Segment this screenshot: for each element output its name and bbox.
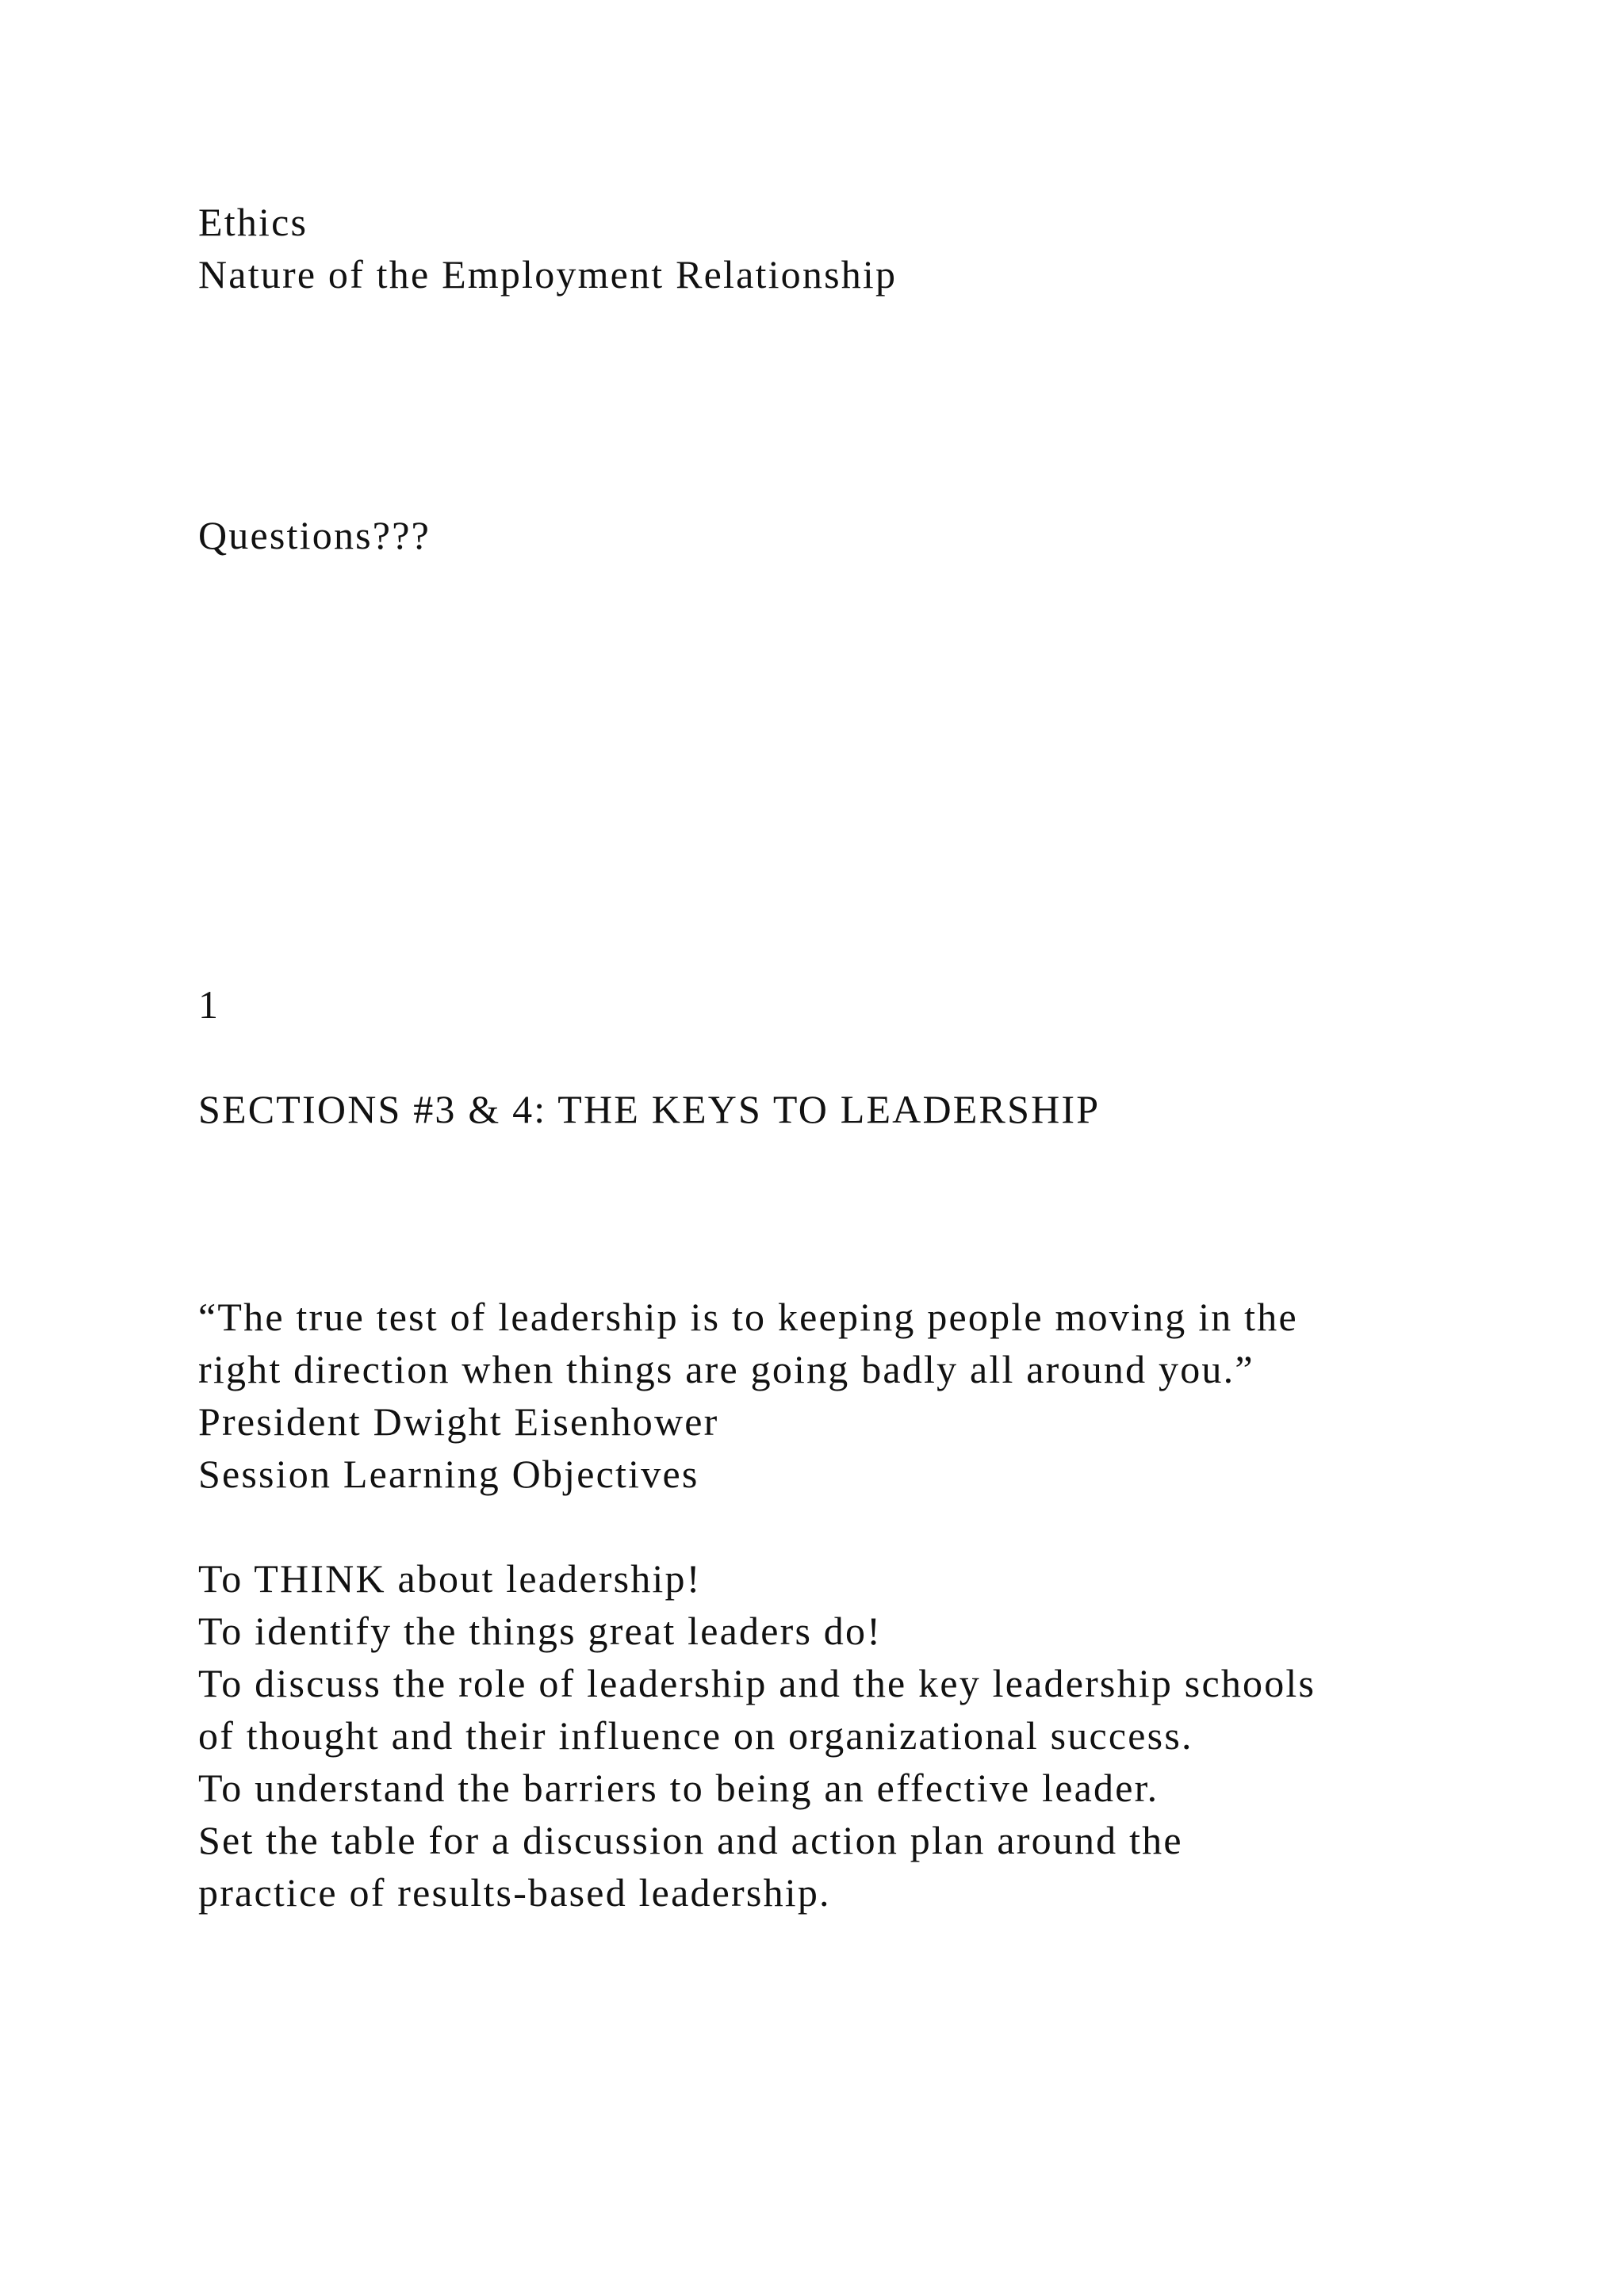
objective-line: To discuss the role of leadership and the key leadership schools	[198, 1661, 1316, 1705]
document-subtitle: Nature of the Employment Relationship	[198, 252, 898, 297]
document-title: Ethics	[198, 200, 308, 244]
questions-text: Questions???	[198, 513, 431, 557]
objectives-heading: Session Learning Objectives	[198, 1452, 699, 1496]
quote-line: right direction when things are going badly all around you.”	[198, 1347, 1254, 1391]
objective-line: To identify the things great leaders do!	[198, 1609, 883, 1653]
section-heading: SECTIONS #3 & 4: THE KEYS TO LEADERSHIP	[198, 1087, 1101, 1131]
objective-line: of thought and their influence on organizational success.	[198, 1713, 1193, 1758]
slide-number: 1	[198, 982, 220, 1027]
objective-line: practice of results-based leadership.	[198, 1870, 831, 1915]
quote-author: President Dwight Eisenhower	[198, 1399, 719, 1444]
objective-line: To THINK about leadership!	[198, 1556, 702, 1601]
objective-line: Set the table for a discussion and action plan around the	[198, 1818, 1183, 1862]
objective-line: To understand the barriers to being an effective leader.	[198, 1766, 1159, 1810]
quote-line: “The true test of leadership is to keeping people moving in the	[198, 1295, 1298, 1339]
